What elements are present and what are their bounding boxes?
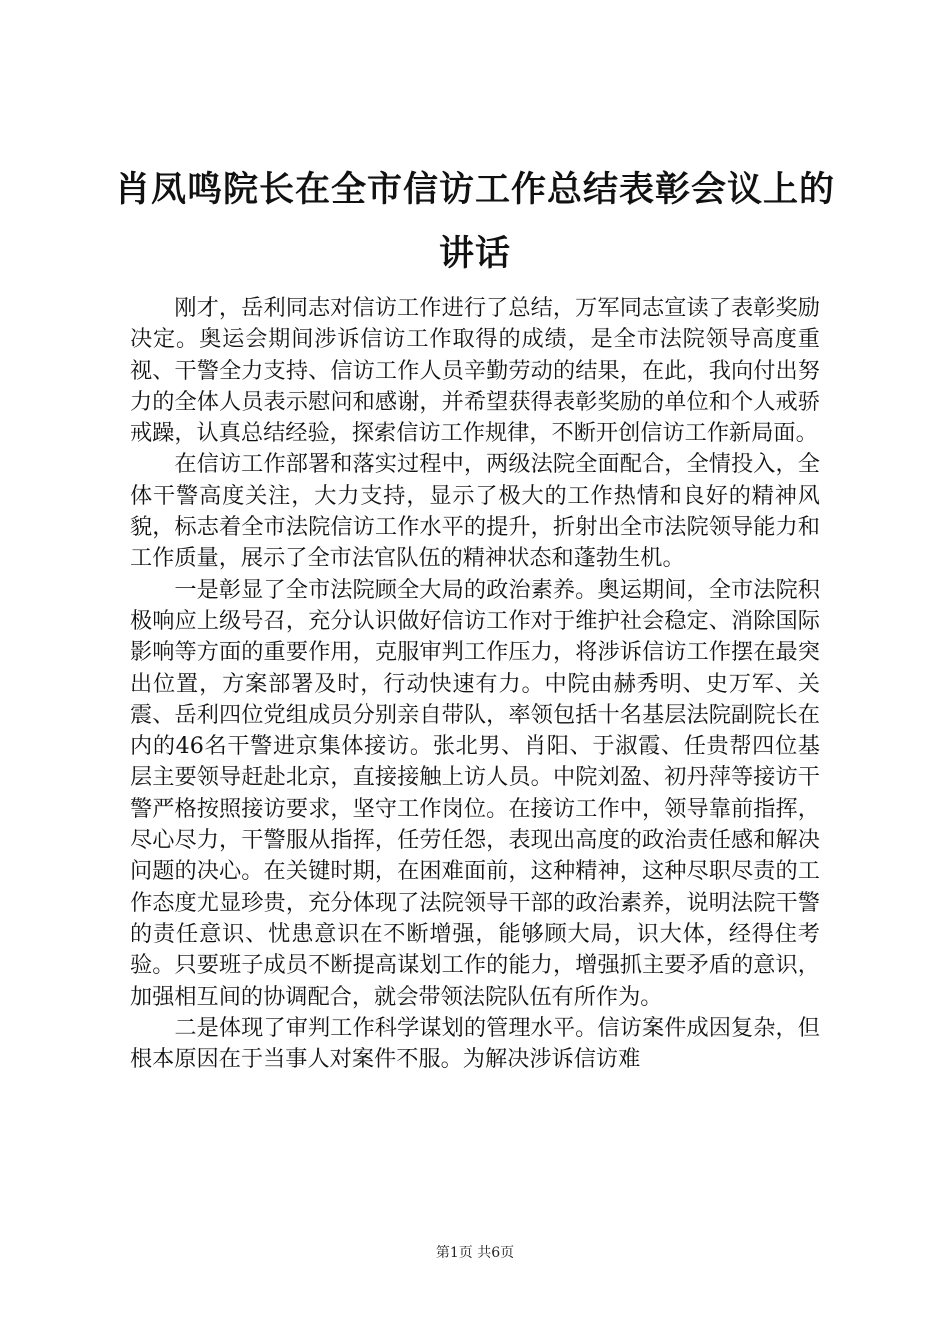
- page-footer: 第1页 共6页: [435, 1245, 515, 1261]
- document-body: [130, 293, 820, 1075]
- document-title: 肖凤鸣院长在全市信访工作总结表彰会议上的讲话: [114, 170, 835, 274]
- paragraph: 一是彰显了全市法院顾全大局的政治素养。奥运期间，全市法院积极响应上级号召，充分认识做好信访工作对于维护社会稳定、消除国际影响等方面的重要作用，克服审判工作压力，将涉诉信访工作摆在最突出位置，方案部署及时，行动快速有力。中院由赫秀明、史万军、关震、岳利四位党组成员分别亲自带队，率领包括十名基层法院副院长在内的46名干警进京集体接访。张北男、肖阳、于淑霞、任贵帮四位基层主要领导赶赴北京，直接接触上访人员。中院刘盈、初丹萍等接访干警严格按照接访要求，坚守工作岗位。在接访工作中，领导靠前指挥，尽心尽力，干警服从指挥，任劳任怨，表现出高度的政治责任感和解决问题的决心。在关键时期，在困难面前，这种精神，这种尽职尽责的工作态度尤显珍贵，充分体现了法院领导干部的政治素养，说明法院干警的责任意识、忧患意识在不断增强，能够顾大局，识大体，经得住考验。只要班子成员不断提高谋划工作的能力，增强抓主要矛盾的意识，加强相互间的协调配合，就会带领法院队伍有所作为。: [130, 576, 820, 1010]
- paragraph: 在信访工作部署和落实过程中，两级法院全面配合，全情投入，全体干警高度关注，大力支持，显示了极大的工作热情和良好的精神风貌，标志着全市法院信访工作水平的提升，折射出全市法院领导能力和工作质量，展示了全市法官队伍的精神状态和蓬勃生机。: [130, 451, 820, 572]
- paragraph: 刚才，岳利同志对信访工作进行了总结，万军同志宣读了表彰奖励决定。奥运会期间涉诉信访工作取得的成绩，是全市法院领导高度重视、干警全力支持、信访工作人员辛勤劳动的结果，在此，我向付出努力的全体人员表示慰问和感谢，并希望获得表彰奖励的单位和个人戒骄戒躁，认真总结经验，探索信访工作规律，不断开创信访工作新局面。: [130, 295, 820, 447]
- paragraph: 二是体现了审判工作科学谋划的管理水平。信访案件成因复杂，但根本原因在于当事人对案件不服。为解决涉诉信访难: [130, 1014, 820, 1073]
